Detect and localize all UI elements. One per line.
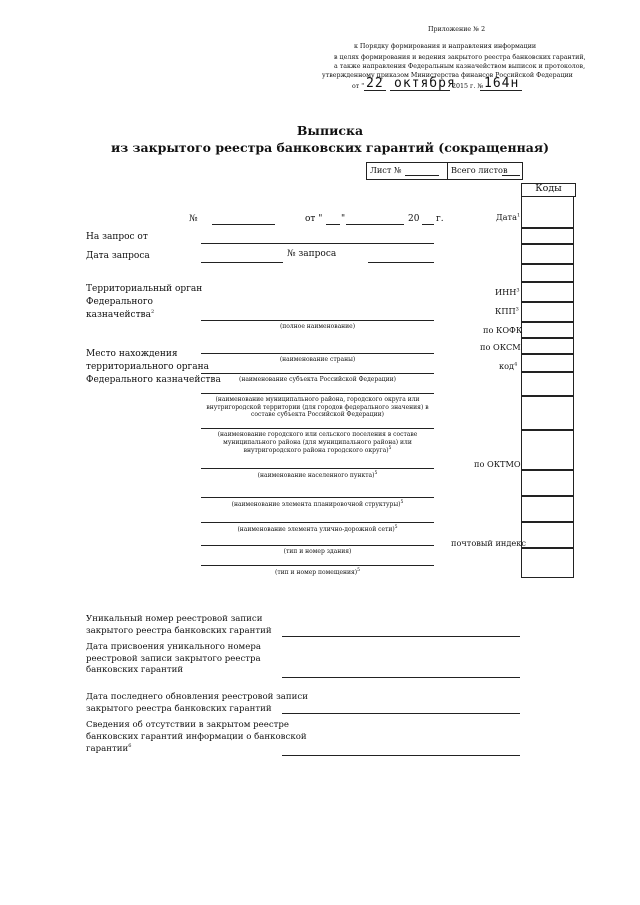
on-request-label: На запрос от (86, 232, 148, 242)
date-label: Дата$^1$ (496, 212, 521, 222)
postal-label: почтовый индекс (451, 538, 526, 548)
code-cell[interactable] (521, 496, 574, 522)
appendix-line: а также направления Федеральным казначейством выписок и протоколов, (334, 63, 586, 70)
location-label-2: территориального органа (86, 362, 210, 372)
document-title: Выписка (296, 123, 364, 138)
inn-label: ИНН$^3$ (495, 287, 520, 297)
request-from-label: от " (305, 214, 323, 224)
code-cell[interactable] (521, 372, 574, 396)
request-no-field[interactable] (368, 262, 434, 263)
planning-field[interactable] (201, 497, 434, 498)
sheet-number-label: Лист № (370, 165, 402, 175)
appendix-line: утвержденному приказом Министерства финансов Российской Федерации (322, 72, 573, 79)
code-cell-kpp[interactable] (521, 302, 574, 322)
request-quote: " (341, 214, 346, 224)
organ-label-1: Территориальный орган (86, 284, 203, 294)
request-date-field[interactable] (201, 262, 283, 263)
building-caption: (тип и номер здания) (283, 548, 352, 555)
request-number-sign: № (189, 214, 198, 224)
document-subtitle: из закрытого реестра банковских гарантий (сокращенная) (110, 140, 550, 155)
building-field[interactable] (201, 545, 434, 546)
request-year-suffix: г. (436, 214, 444, 224)
code-cell[interactable] (521, 244, 574, 264)
request-day-field[interactable] (326, 224, 340, 225)
locality-field[interactable] (201, 468, 434, 469)
room-caption: (тип и номер помещения)$^5$ (274, 568, 360, 576)
codes-header: Коды (521, 183, 576, 197)
update-date-field[interactable] (282, 713, 520, 714)
room-field[interactable] (201, 565, 434, 566)
organ-label-3: казначейства$^2$ (86, 309, 155, 320)
request-date-label: Дата запроса (86, 251, 150, 261)
street-caption: (наименование элемента улично-дорожной сети)$^5$ (237, 525, 398, 533)
location-label-3: Федерального казначейства (86, 375, 221, 385)
appendix-line: к Порядку формирования и направления информации (354, 43, 537, 50)
subject-caption: (наименование субъекта Российской Федерации) (239, 376, 396, 383)
code-cell-kofk[interactable] (521, 322, 574, 338)
request-no-label: № запроса (287, 249, 337, 259)
absence-field[interactable] (282, 755, 520, 756)
municipal-field[interactable] (201, 393, 434, 394)
appendix-title: Приложение № 2 (428, 26, 486, 33)
oksm-label: по ОКСМ (480, 342, 521, 352)
sheet-number-box[interactable] (366, 162, 448, 180)
code-cell[interactable] (521, 396, 574, 430)
code-cell[interactable] (521, 548, 574, 578)
total-sheets-box[interactable] (447, 162, 523, 180)
kofk-label: по КОФК (483, 325, 523, 335)
code-cell-postal[interactable] (521, 522, 574, 548)
code-cell[interactable] (521, 430, 574, 470)
kpp-label: КПП$^3$ (495, 306, 519, 316)
locality-caption: (наименование населенного пункта)$^5$ (257, 471, 378, 479)
planning-caption: (наименование элемента планировочной структуры)$^5$ (231, 500, 404, 508)
request-year-label: 20 (408, 214, 420, 224)
appendix-line: в целях формирования и ведения закрытого реестра банковских гарантий, (334, 54, 586, 61)
code-cell[interactable] (521, 228, 574, 244)
settlement-caption: (наименование городского или сельского поселения в составе муниципального района (для муниципального района) или внутригородского района городского округа)$^5$ (217, 431, 418, 454)
oktmo-label: по ОКТМО (474, 459, 521, 469)
subject-field[interactable] (201, 373, 434, 374)
assign-date-label: Дата присвоения уникального номера реестровой записи закрытого реестра банковских гарантий (86, 642, 261, 676)
request-month-field[interactable] (346, 224, 404, 225)
code-cell-code[interactable] (521, 354, 574, 372)
appendix-date-prefix: от " (352, 83, 365, 90)
settlement-field[interactable] (201, 428, 434, 429)
organ-label-2: Федерального (86, 297, 153, 307)
code-cell-date[interactable] (521, 196, 574, 228)
appendix-number: 164н (484, 76, 520, 91)
appendix-month: октября (394, 76, 456, 91)
total-sheets-label: Всего листов (451, 165, 508, 175)
street-field[interactable] (201, 522, 434, 523)
code-cell[interactable] (521, 264, 574, 282)
code-label: код$^4$ (499, 361, 518, 371)
organ-name-caption: (полное наименование) (279, 323, 356, 330)
organ-name-field[interactable] (201, 320, 434, 321)
appendix-year: 2015 г. № (452, 83, 484, 90)
assign-date-field[interactable] (282, 677, 520, 678)
request-number-field[interactable] (212, 224, 275, 225)
municipal-caption: (наименование муниципального района, городского округа или внутригородской территории (для городов федерального значения) в составе субъекта Российской Федерации) (206, 396, 429, 418)
update-date-label: Дата последнего обновления реестровой записи закрытого реестра банковских гарантий (86, 692, 308, 714)
absence-label: Сведения об отсутствии в закрытом реестре банковских гарантий информации о банковской гарантии$^6$ (86, 720, 307, 755)
code-cell-oktmo[interactable] (521, 470, 574, 496)
code-cell-inn[interactable] (521, 282, 574, 302)
appendix-day: 22 (366, 76, 384, 91)
location-label-1: Место нахождения (86, 349, 178, 359)
unique-number-field[interactable] (282, 636, 520, 637)
code-cell-oksm[interactable] (521, 338, 574, 354)
unique-number-label: Уникальный номер реестровой записи закрытого реестра банковских гарантий (86, 614, 272, 636)
country-caption: (наименование страны) (279, 356, 356, 363)
on-request-field[interactable] (201, 243, 434, 244)
country-field[interactable] (201, 353, 434, 354)
request-year-field[interactable] (422, 224, 434, 225)
